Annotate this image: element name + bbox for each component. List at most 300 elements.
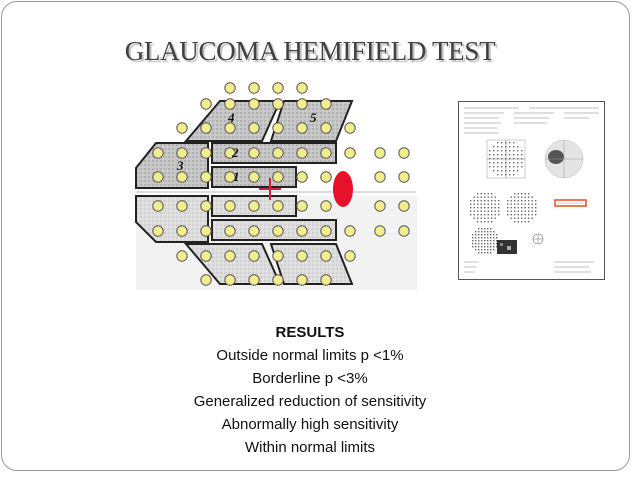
test-point (297, 172, 307, 182)
thumbnail-mark (495, 211, 496, 212)
thumbnail-mark (493, 162, 494, 163)
thumbnail-mark (493, 154, 494, 155)
thumbnail-mark (521, 211, 522, 212)
thumbnail-mark (535, 211, 536, 212)
test-point (399, 172, 409, 182)
thumbnail-mark (495, 200, 496, 201)
thumbnail-mark (484, 214, 485, 215)
thumbnail-mark (491, 214, 492, 215)
test-point (201, 226, 211, 236)
thumbnail-mark (477, 200, 478, 201)
thumbnail-mark (501, 154, 502, 155)
thumbnail-mark (532, 204, 533, 205)
thumbnail-mark (511, 218, 512, 219)
test-point (249, 123, 259, 133)
thumbnail-mark (501, 166, 502, 167)
test-point (297, 123, 307, 133)
test-point (399, 148, 409, 158)
thumbnail-mark (474, 197, 475, 198)
thumbnail-mark (514, 207, 515, 208)
thumbnail-mark (509, 154, 510, 155)
thumbnail-mark (481, 211, 482, 212)
thumbnail-mark (489, 162, 490, 163)
thumbnail-mark (513, 174, 514, 175)
thumbnail-mark (501, 162, 502, 163)
thumbnail-mark (521, 204, 522, 205)
thumbnail-mark (505, 150, 506, 151)
thumbnail-mark (518, 207, 519, 208)
thumbnail-mark (474, 218, 475, 219)
test-point (321, 251, 331, 261)
test-point (177, 251, 187, 261)
thumbnail-mark (532, 197, 533, 198)
thumbnail-mark (521, 197, 522, 198)
thumbnail-mark (475, 246, 476, 247)
thumbnail-mark (501, 158, 502, 159)
thumbnail-mark (481, 252, 482, 253)
thumbnail-mark (514, 214, 515, 215)
test-point (297, 99, 307, 109)
thumbnail-mark (514, 211, 515, 212)
thumbnail-mark (505, 174, 506, 175)
thumbnail-mark (521, 193, 522, 194)
thumbnail-mark (498, 207, 499, 208)
test-point (153, 172, 163, 182)
thumbnail-mark (481, 197, 482, 198)
thumbnail-mark (511, 200, 512, 201)
thumbnail-mark (507, 214, 508, 215)
thumbnail-mark (521, 221, 522, 222)
thumbnail-mark (511, 211, 512, 212)
thumbnail-mark (472, 237, 473, 238)
thumbnail-mark (487, 237, 488, 238)
test-point (297, 83, 307, 93)
thumbnail-mark (517, 170, 518, 171)
thumbnail-mark (528, 218, 529, 219)
thumbnail-mark (470, 214, 471, 215)
test-point (177, 172, 187, 182)
thumbnail-mark (507, 204, 508, 205)
thumbnail-mark (498, 204, 499, 205)
thumbnail-mark (509, 162, 510, 163)
thumbnail-mark (477, 207, 478, 208)
thumbnail-mark (478, 243, 479, 244)
thumbnail-mark (477, 221, 478, 222)
thumbnail-mark (484, 228, 485, 229)
test-point (345, 226, 355, 236)
test-point (249, 172, 259, 182)
thumbnail-mark (478, 231, 479, 232)
thumbnail-mark (509, 158, 510, 159)
thumbnail-mark (481, 221, 482, 222)
thumbnail-mark (514, 218, 515, 219)
test-point (297, 251, 307, 261)
thumbnail-mark (493, 237, 494, 238)
thumbnail-mark (496, 237, 497, 238)
thumbnail-mark (474, 214, 475, 215)
thumbnail-mark (481, 228, 482, 229)
test-point (225, 201, 235, 211)
thumbnail-mark (518, 200, 519, 201)
thumbnail-mark (475, 237, 476, 238)
thumbnail-mark (495, 214, 496, 215)
test-point (201, 172, 211, 182)
thumbnail-mark (497, 150, 498, 151)
thumbnail-mark (491, 211, 492, 212)
thumbnail-mark (518, 197, 519, 198)
result-abnormally-high: Abnormally high sensitivity (221, 416, 399, 433)
thumbnail-mark (474, 207, 475, 208)
test-point (321, 123, 331, 133)
thumbnail-mark (484, 200, 485, 201)
thumbnail-mark (495, 197, 496, 198)
test-point (321, 172, 331, 182)
thumbnail-mark (490, 252, 491, 253)
test-point (249, 226, 259, 236)
zone-3 (136, 143, 208, 188)
thumbnail-mark (493, 158, 494, 159)
thumbnail-mark (528, 211, 529, 212)
thumbnail-mark (488, 197, 489, 198)
test-point (177, 201, 187, 211)
test-point (375, 172, 385, 182)
test-point (201, 99, 211, 109)
thumbnail-mark (490, 249, 491, 250)
thumbnail-mark (514, 193, 515, 194)
thumbnail-mark (487, 231, 488, 232)
test-point (273, 172, 283, 182)
thumbnail-mark (518, 218, 519, 219)
thumbnail-mark (517, 154, 518, 155)
thumbnail-mark (475, 231, 476, 232)
thumbnail-mark (513, 150, 514, 151)
thumbnail-mark (525, 214, 526, 215)
result-outside-normal-limits: Outside normal limits p <1% (216, 347, 404, 364)
thumbnail-mark (493, 246, 494, 247)
thumbnail-mark (517, 162, 518, 163)
test-point (249, 201, 259, 211)
thumbnail-mark (491, 197, 492, 198)
zone-label-5: 5 (310, 110, 317, 125)
test-point (273, 275, 283, 285)
thumbnail-mark (470, 204, 471, 205)
thumbnail-mark (532, 214, 533, 215)
thumbnail-mark (484, 197, 485, 198)
thumbnail-mark (484, 237, 485, 238)
thumbnail-mark (498, 214, 499, 215)
test-point (153, 148, 163, 158)
thumbnail-mark (521, 150, 522, 151)
thumbnail-mark (490, 228, 491, 229)
test-point (345, 123, 355, 133)
thumbnail-mark (501, 150, 502, 151)
thumbnail-mark (484, 243, 485, 244)
thumbnail-mark (475, 249, 476, 250)
test-point (321, 148, 331, 158)
thumbnail-mark (484, 218, 485, 219)
thumbnail-mark (525, 197, 526, 198)
thumbnail-mark (528, 207, 529, 208)
thumbnail-mark (493, 170, 494, 171)
slide-title: GLAUCOMA HEMIFIELD TEST (124, 36, 496, 66)
thumbnail-mark (525, 204, 526, 205)
thumbnail-mark (472, 234, 473, 235)
thumbnail-mark (505, 162, 506, 163)
result-borderline: Borderline p <3% (252, 370, 368, 387)
test-point (177, 148, 187, 158)
thumbnail-mark (488, 204, 489, 205)
thumbnail-mark (484, 252, 485, 253)
test-point (273, 83, 283, 93)
thumbnail-mark (484, 240, 485, 241)
thumbnail-mark (491, 207, 492, 208)
thumbnail-mark (478, 240, 479, 241)
thumbnail-mark (497, 170, 498, 171)
thumbnail-mark (478, 252, 479, 253)
thumbnail-mark (477, 211, 478, 212)
test-point (375, 148, 385, 158)
thumbnail-mark (525, 218, 526, 219)
thumbnail-mark (497, 154, 498, 155)
thumbnail-mark (532, 200, 533, 201)
zone-label-1: 1 (233, 169, 240, 184)
thumbnail-mark (490, 231, 491, 232)
thumbnail-mark (518, 221, 519, 222)
test-point (153, 226, 163, 236)
thumbnail-mark (481, 234, 482, 235)
thumbnail-mark (491, 221, 492, 222)
thumbnail-mark (505, 158, 506, 159)
thumbnail-mark (478, 237, 479, 238)
thumbnail-mark (528, 193, 529, 194)
thumbnail-mark (481, 193, 482, 194)
thumbnail-mark (495, 204, 496, 205)
thumbnail-mark (514, 197, 515, 198)
thumbnail-mark (497, 146, 498, 147)
test-point (321, 99, 331, 109)
thumbnail-mark (521, 158, 522, 159)
thumbnail-mark (525, 200, 526, 201)
thumbnail-mark (517, 146, 518, 147)
thumbnail-mark (497, 166, 498, 167)
thumbnail-mark (481, 204, 482, 205)
test-point (273, 99, 283, 109)
thumbnail-mark (481, 243, 482, 244)
test-point (249, 251, 259, 261)
thumbnail-mark (517, 158, 518, 159)
thumbnail-mark (521, 218, 522, 219)
thumbnail-mark (478, 246, 479, 247)
thumbnail-mark (497, 158, 498, 159)
thumbnail-mark (507, 200, 508, 201)
thumbnail-mark (509, 170, 510, 171)
test-point (273, 226, 283, 236)
thumbnail-mark (475, 234, 476, 235)
thumbnail-mark (493, 146, 494, 147)
thumbnail-mark (472, 246, 473, 247)
thumbnail-mark (490, 237, 491, 238)
test-point (297, 201, 307, 211)
thumbnail-mark (484, 231, 485, 232)
thumbnail-mark (493, 249, 494, 250)
thumbnail-mark (505, 166, 506, 167)
thumbnail-mark (518, 211, 519, 212)
thumbnail-mark (505, 170, 506, 171)
thumbnail-mark (474, 200, 475, 201)
thumbnail-mark (481, 249, 482, 250)
thumbnail-mark (487, 246, 488, 247)
thumbnail-mark (521, 207, 522, 208)
thumbnail-mark (498, 200, 499, 201)
test-point (225, 83, 235, 93)
thumbnail-mark (489, 158, 490, 159)
thumbnail-mark (532, 218, 533, 219)
thumbnail-mark (475, 240, 476, 241)
thumbnail-mark (517, 166, 518, 167)
thumbnail-mark (505, 154, 506, 155)
thumbnail-mark (495, 207, 496, 208)
thumbnail-mark (488, 193, 489, 194)
thumbnail-mark (511, 197, 512, 198)
thumbnail-mark (514, 221, 515, 222)
thumbnail-mark (488, 214, 489, 215)
thumbnail-mark (535, 200, 536, 201)
thumbnail-mark (501, 174, 502, 175)
thumbnail-mark (484, 207, 485, 208)
thumbnail-mark (488, 218, 489, 219)
thumbnail-mark (490, 240, 491, 241)
thumbnail-mark (507, 207, 508, 208)
thumbnail-mark (487, 243, 488, 244)
thumbnail-mark (513, 158, 514, 159)
result-within-normal-limits: Within normal limits (244, 439, 376, 456)
thumbnail-mark (490, 234, 491, 235)
thumbnail-mark (528, 197, 529, 198)
test-point (321, 201, 331, 211)
thumbnail-mark (491, 204, 492, 205)
thumbnail-mark (509, 166, 510, 167)
thumbnail-mark (513, 170, 514, 171)
thumbnail-mark (525, 193, 526, 194)
thumbnail-mark (518, 193, 519, 194)
thumbnail-mark (513, 162, 514, 163)
thumbnail-mark (501, 142, 502, 143)
thumbnail-mark (497, 174, 498, 175)
test-point (321, 226, 331, 236)
thumbnail-mark (484, 193, 485, 194)
thumbnail-mark (532, 211, 533, 212)
thumbnail-mark (511, 207, 512, 208)
test-point (273, 251, 283, 261)
thumbnail-mark (487, 252, 488, 253)
test-point (321, 275, 331, 285)
test-point (201, 123, 211, 133)
thumbnail-mark (484, 249, 485, 250)
thumbnail-mark (475, 243, 476, 244)
thumbnail-mark (525, 207, 526, 208)
thumbnail-mark (505, 146, 506, 147)
thumbnail-mark (513, 166, 514, 167)
thumbnail-mark (470, 211, 471, 212)
thumbnail-mark (484, 204, 485, 205)
test-point (273, 123, 283, 133)
thumbnail-mark (493, 150, 494, 151)
thumbnail-mark (528, 204, 529, 205)
test-point (249, 99, 259, 109)
thumbnail-mark (521, 162, 522, 163)
thumbnail-mark (496, 234, 497, 235)
thumbnail-mark (525, 211, 526, 212)
thumbnail-mark (481, 240, 482, 241)
test-point (297, 148, 307, 158)
thumbnail-mark (514, 200, 515, 201)
thumbnail-mark (509, 174, 510, 175)
thumbnail-mark (472, 243, 473, 244)
thumbnail-mark (488, 211, 489, 212)
thumbnail-mark (481, 218, 482, 219)
thumbnail-mark (481, 237, 482, 238)
thumbnail-mark (481, 200, 482, 201)
thumbnail-mark (481, 207, 482, 208)
thumbnail-mark (511, 204, 512, 205)
thumbnail-mark (493, 234, 494, 235)
test-point (297, 226, 307, 236)
thumbnail-mark (481, 231, 482, 232)
thumbnail-mark (474, 204, 475, 205)
thumbnail-mark (493, 243, 494, 244)
thumbnail-mark (481, 214, 482, 215)
thumbnail-mark (521, 214, 522, 215)
test-point (375, 226, 385, 236)
thumbnail-mark (484, 234, 485, 235)
hemifield-diagram (132, 80, 432, 290)
thumbnail-mark (488, 200, 489, 201)
test-point (399, 226, 409, 236)
thumbnail-mark (514, 204, 515, 205)
thumbnail-mark (495, 218, 496, 219)
thumbnail-mark (491, 200, 492, 201)
thumbnail-mark (487, 249, 488, 250)
thumbnail-mark (509, 146, 510, 147)
thumbnail-mark (484, 246, 485, 247)
thumbnail-mark (474, 211, 475, 212)
test-point (153, 201, 163, 211)
thumbnail-mark (521, 200, 522, 201)
thumbnail-mark (497, 142, 498, 143)
thumbnail-mark (477, 193, 478, 194)
zone-label-4: 4 (228, 110, 235, 125)
thumbnail-mark (488, 207, 489, 208)
test-point (273, 201, 283, 211)
thumbnail-mark (518, 214, 519, 215)
thumbnail-mark (477, 197, 478, 198)
thumbnail-mark (518, 204, 519, 205)
thumbnail-mark (511, 214, 512, 215)
thumbnail-mark (484, 211, 485, 212)
thumbnail-mark (501, 146, 502, 147)
thumbnail-mark (488, 221, 489, 222)
test-point (345, 148, 355, 158)
result-generalized-reduction: Generalized reduction of sensitivity (193, 393, 427, 410)
thumbnail-mark (487, 240, 488, 241)
thumbnail-mark (517, 150, 518, 151)
thumbnail-mark (505, 142, 506, 143)
test-point (201, 148, 211, 158)
thumbnail-mark (487, 234, 488, 235)
test-point (201, 201, 211, 211)
thumbnail-mark (513, 146, 514, 147)
test-point (249, 83, 259, 93)
